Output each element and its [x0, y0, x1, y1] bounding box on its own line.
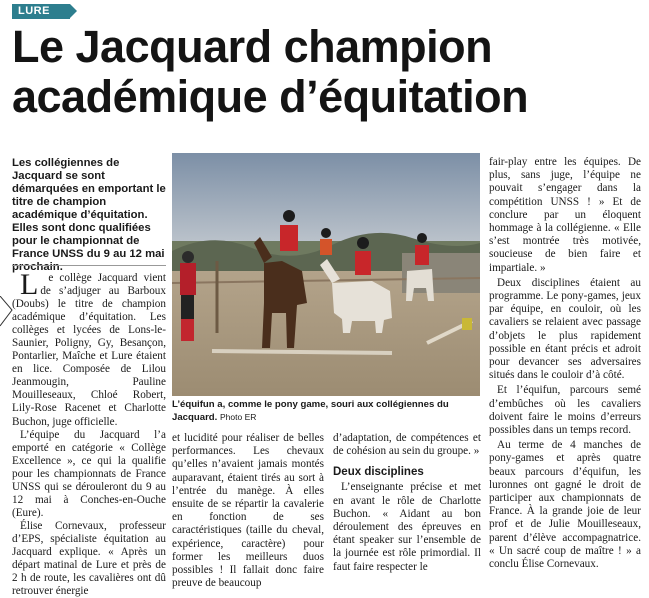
article-column-4 [489, 156, 641, 573]
photo-caption: L’équifun a, comme le pony game, souri aux collégiennes du Jacquard. Photo ER [172, 399, 449, 423]
paragraph: L’enseignante précise et met en avant le rôle de Charlotte Buchon. « Aidant au bon déroulement des épreuves en étant speaker sur l’ensemble de la journée est rôle primordial. Il faut faire respecter le [333, 481, 481, 573]
paragraph: Et l’équifun, parcours semé d’embûches où les cavaliers doivent faire le moins d’erreurs possibles dans un temps record. [489, 384, 641, 437]
subheading: Deux disciplines [333, 466, 424, 479]
paragraph: d’adaptation, de compétences et de cohésion au sein du groupe. » [333, 432, 481, 458]
paragraph: et lucidité pour réaliser de belles performances. Les chevaux qu’elles n’avaient jamais montés auparavant, étaient tirés au sort à l’entrée du manège. À elles ensuite de se répartir la cavalerie en fonction de ses caractéristiques (taille du cheval, expérience, caractère) pour former les meilleurs duos possibles ! Il fallait donc faire preuve de beaucoup [172, 432, 324, 590]
article-column-3 [333, 432, 481, 576]
paragraph: Deux disciplines étaient au programme. Le pony-games, jeux par équipe, en couloir, où les cavaliers se relaient avec passage d’objets le plus rapidement possible en étant précis et adroit pour devancer ses adversaires situés dans le couloir d’à côté. [489, 276, 641, 382]
paragraph: L’équipe du Jacquard l’a emporté en catégorie « Collège Excellence », ce qui la qualifie pour les championnats de France UNSS qui se dérouleront du 9 au 12 mai à Conches-en-Ouche (Eure). [12, 428, 166, 519]
headline: Le Jacquard champion académique d’équitation [12, 21, 529, 122]
paragraph: Au terme de 4 manches de pony-games et après quatre beaux parcours d’équifun, les luronnes ont gagné le droit de participer aux championnats de France. À la grande joie de leur prof et de Julie Mouilleseaux, parent d’élève accompagnatrice. « Un sacré coup de maître ! » a conclu Élise Cornevaux. [489, 439, 641, 571]
paragraph: Élise Cornevaux, professeur d’EPS, spécialiste équitation au Jacquard explique. « Après un départ matinal de Lure et près de 2 h de route, les cavalières ont dû retrouver énergie [12, 519, 166, 598]
article-photo [172, 153, 480, 396]
article-column-2 [172, 432, 324, 592]
article-lead: Les collégiennes de Jacquard se sont démarquées en emportant le titre de champion académique d’équitation. Elles sont donc qualifiées pour le championnat de France UNSS du 9 au 12 mai prochain. [12, 157, 166, 273]
paragraph: Le collège Jacquard vient de s’adjuger au Barboux (Doubs) le titre de champion académique d’équitation. Les collèges et lycées de Lons-le-Saunier, Poligny, Gy, Besançon, Pontarlier, Maîche et Lure étaient en lice. Composée de Lilou Jeanmougin, Pauline Mouilleseaux, Chloé Robert, Lily-Rose Racenet et Charlotte Buchon, juge officielle. [12, 268, 166, 428]
photo-credit: Photo ER [220, 412, 257, 422]
drop-cap: L [20, 268, 39, 301]
section-kicker: LURE [12, 4, 70, 19]
lead-divider [12, 265, 166, 266]
paragraph: fair-play entre les équipes. De plus, sans juge, l’équipe ne pouvait s’engager dans la compétition UNSS ! » Et de conclure par un éloquent hommage à la collégienne. « Elle s’est montrée très motivée, soucieuse de bien faire et impartiale. » [489, 156, 641, 274]
article-column-1 [12, 268, 166, 598]
